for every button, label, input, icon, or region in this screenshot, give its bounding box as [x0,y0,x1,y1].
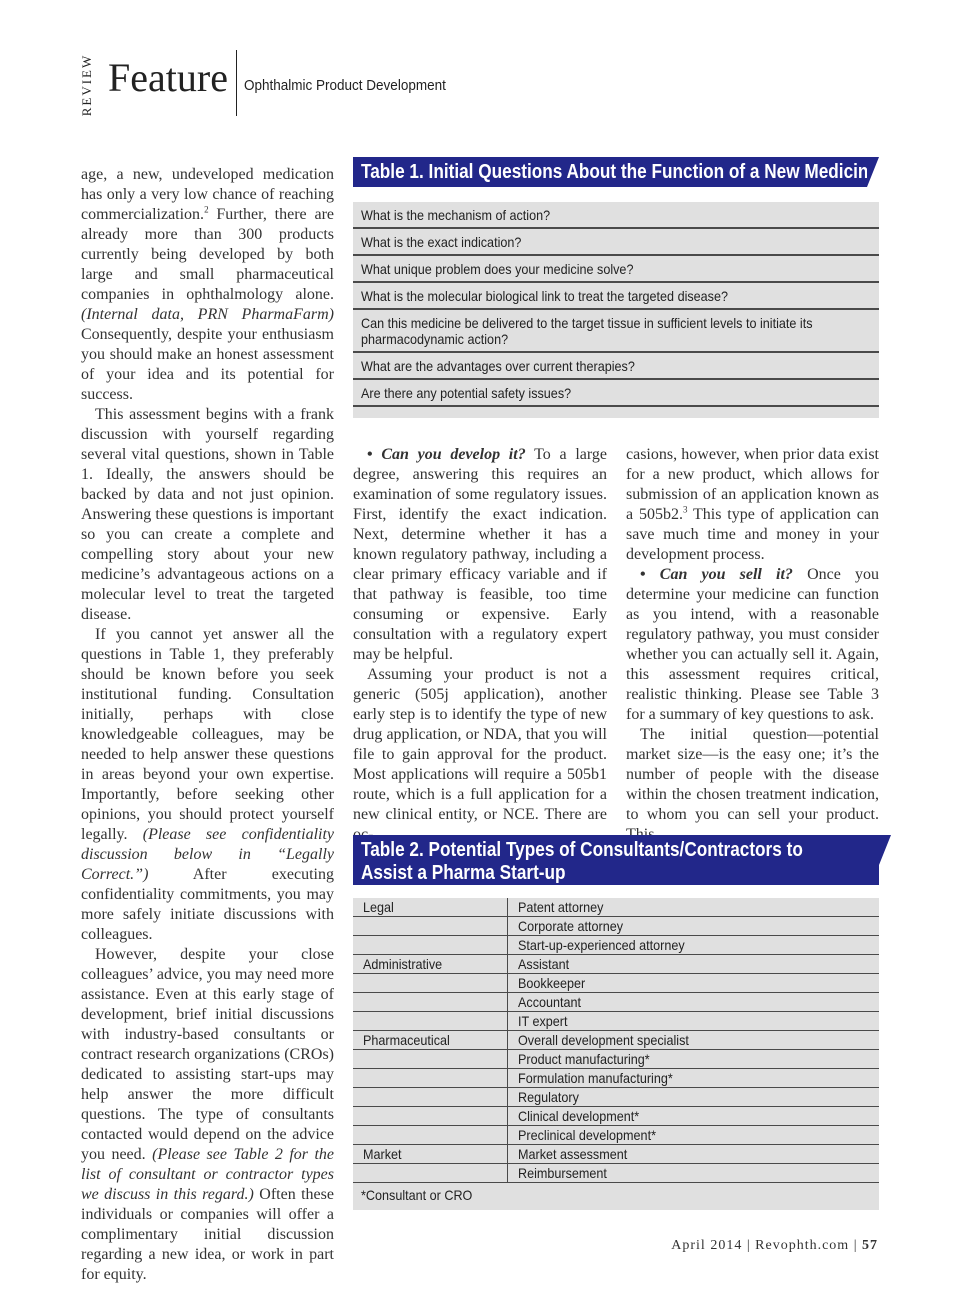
table2-row [353,1031,879,1050]
table2-row [353,917,879,936]
table2-category-cell [353,1107,508,1125]
table2-row [353,1164,879,1183]
table2-row [353,1088,879,1107]
table2-type-cell: Regulatory [518,1089,579,1105]
section-title: Ophthalmic Product Development [244,77,446,94]
paragraph: If you cannot yet answer all the questions in Table 1, they preferably should be known before you seek institutional funding. Consultation initially, perhaps with close knowledgeable colleagues, may be needed to help answer these questions in areas beyond your own expertise. Importantly, before seeking other opinions, you should protect yourself legally. (Please see confidentiality discussion below in “Legally Correct.”) After executing confidentiality commitments, you may more safely initiate discussions with colleagues. [81,626,335,943]
table1-row [353,283,879,310]
table2-type-cell: Product manufacturing* [518,1051,650,1067]
table2-type-cell: Preclinical development* [518,1127,656,1143]
table2-row [353,974,879,993]
table2-footnote: *Consultant or CRO [361,1187,473,1203]
table1-cell: Can this medicine be delivered to the target tissue in sufficient levels to initiate its pharmacodynamic action? [361,314,813,347]
table2-row [353,898,879,917]
table1-row [353,256,879,283]
table2-category-cell [353,1088,508,1106]
table2 [353,898,879,1210]
page-footer: April 2014 | Revophth.com | 57 [671,1238,878,1253]
table2-category-cell [353,1164,508,1182]
table1-cell: What are the advantages over current therapies? [361,357,635,374]
table1-row [353,202,879,229]
table1-row [353,353,879,380]
table2-category-cell [353,993,508,1011]
table1-cell: Are there any potential safety issues? [361,384,572,401]
table2-category-cell [353,1069,508,1087]
header-divider [236,50,237,116]
table2-category-cell [353,974,508,992]
table2-row [353,936,879,955]
table2-type-cell: Clinical development* [518,1108,640,1124]
table2-type-cell: Start-up-experienced attorney [518,937,685,953]
review-label: REVIEW [79,53,94,117]
table2-type-cell: IT expert [518,1013,568,1029]
table2-category-cell: Pharmaceutical [353,1031,508,1049]
table2-type-cell: Assistant [518,956,570,972]
paragraph: casions, however, when prior data exist for a new product, which allows for submission of an application known as a 505b2.$^3$ This type of application can save much time and money in your development process. [626,446,879,563]
paragraph: • Can you develop it? To a large degree, answering this requires an examination of some regulatory issues. First, identify the exact indication. Next, determine whether it has a known regulatory pathway, including a clear primary efficacy variable and if that pathway is feasible, too time consuming or expensive. Early consultation with a regulatory expert may be helpful. [353,446,608,663]
table1 [353,202,879,418]
table2-type-cell: Market assessment [518,1146,628,1162]
table1-cell: What is the mechanism of action? [361,206,551,223]
feature-title: Feature [108,55,228,100]
table2-category-cell [353,917,508,935]
paragraph: age, a new, undeveloped medication has only a very low chance of reaching commercialization.$^2$ Further, there are already more than 300 products currently being developed by both large and small pharmaceutical companies in ophthalmology alone. (Internal data, PRN PharmaFarm) Consequently, despite your enthusiasm you should make an honest assessment of your idea and its potential for success. [81,166,334,403]
table2-category-cell [353,1126,508,1144]
table2-row [353,1012,879,1031]
table2-row [353,993,879,1012]
page-number: 57 [862,1238,878,1253]
table2-title: Table 2. Potential Types of Consultants/Contractors to Assist a Pharma Start-up [353,835,879,885]
paragraph: Assuming your product is not a generic (505j application), another early step is to identify the type of new drug application, or NDA, that you will file to gain approval for the product. Most applications will require a 505b1 route, which is a full application for a new clinical entity, or NCE. There are [353,666,607,823]
table2-category-cell [353,1050,508,1068]
table1-cell: What unique problem does your medicine solve? [361,260,634,277]
paragraph: • Can you sell it? Once you determine your medicine can function as you intend, with a reasonable regulatory pathway, you must consider whether you can actually sell it. Again, this assessment requires critical, realistic thinking. Please see Table 3 for a summary of key questions to ask. [626,566,879,723]
column-1 [81,165,334,1285]
table2-row [353,1107,879,1126]
table2-type-cell: Corporate attorney [518,918,624,934]
paragraph: The initial question—potential market size—is the easy one; it’s the number of people with the disease within the chosen treatment indication, to whom you can sell your product. [626,726,879,823]
table2-row [353,1145,879,1164]
paragraph: However, despite your close colleagues’ advice, you may need more assistance. Even at this early stage of development, brief initial discussions with industry-based consultants or contract research organizations (CROs) dedicated to assisting start-ups may help answer the more difficult questions. The type of consultants contacted would depend on the advice you need. (Please see Table 2 for the list of consultant or contractor types we discuss in this regard.) Often these individuals or companies will offer a complimentary initial discussion regarding a new idea, or work in part for equity. [81,946,335,1283]
table1-row [353,229,879,256]
table2-type-cell: Reimbursement [518,1165,607,1181]
table2-type-cell: Formulation manufacturing* [518,1070,673,1086]
table2-category-cell: Legal [353,898,508,916]
table2-row [353,1126,879,1145]
table1-row [353,310,879,353]
table2-row [353,1050,879,1069]
table2-type-cell: Accountant [518,994,582,1010]
table1-cell: What is the exact indication? [361,233,522,250]
table2-category-cell: Market [353,1145,508,1163]
table2-category-cell: Administrative [353,955,508,973]
table2-category-cell [353,936,508,954]
column-2 [353,445,607,845]
table2-type-cell: Bookkeeper [518,975,586,991]
table2-type-cell: Overall development specialist [518,1032,689,1048]
table2-row [353,1069,879,1088]
column-3 [626,445,879,845]
table2-row [353,955,879,974]
table1-row [353,380,879,407]
paragraph: This assessment begins with a frank discussion with yourself regarding several vital questions, shown in Table 1. Ideally, the answers should be backed by data and not just opinion. Answering these questions is important so you can create a complete and compelling story about your new medicine’s advantageous actions on a molecular level to treat the targeted disease. [81,406,334,623]
table1-title: Table 1. Initial Questions About the Function of a New Medicine [353,157,867,187]
table2-type-cell: Patent attorney [518,899,604,915]
table2-category-cell [353,1012,508,1030]
table1-cell: What is the molecular biological link to treat the targeted disease? [361,287,729,304]
